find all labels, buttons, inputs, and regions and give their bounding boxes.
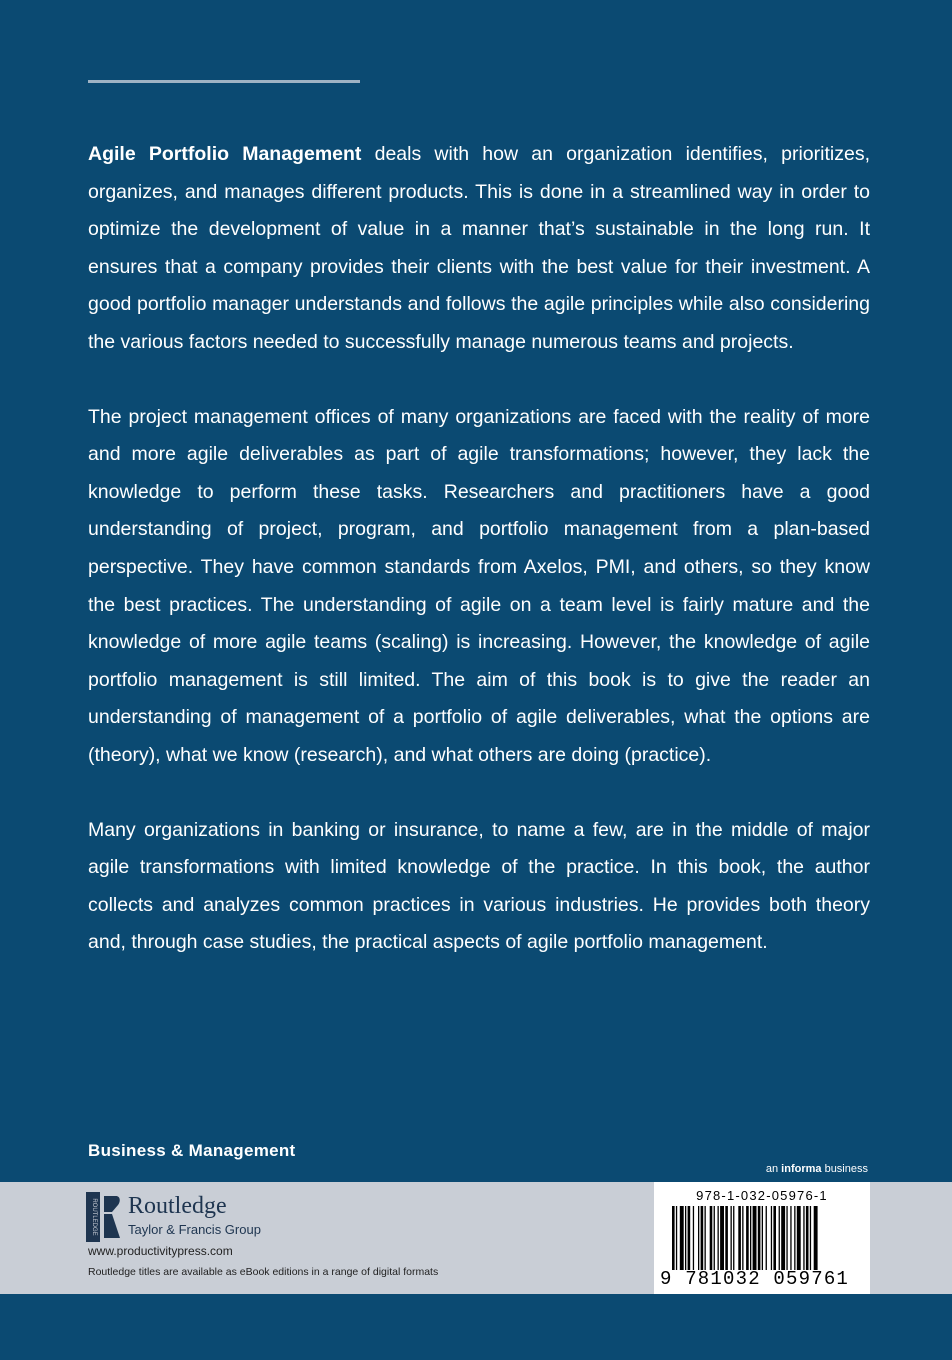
- barcode-bar: [742, 1206, 743, 1270]
- blurb-paragraph-1-text: deals with how an organization identifies, prioritizes, organizes, and manages different products. This is done in a streamlined way in order to optimize the development of value in a manner that’s sustainable in the long run. It ensures that a company provides their clients with the best value for their investment. A good portfolio manager understands and follows the agile principles while also considering the various factors needed to successfully manage numerous teams and projects.: [88, 143, 870, 353]
- barcode-bar: [794, 1206, 795, 1270]
- barcode-bar: [806, 1206, 809, 1270]
- barcode-bar: [710, 1206, 713, 1270]
- routledge-logo-icon: [86, 1192, 122, 1242]
- barcode-bar: [771, 1206, 772, 1270]
- barcode-bar: [797, 1206, 801, 1270]
- blurb-title: Agile Portfolio Management: [88, 143, 362, 165]
- barcode-bar: [688, 1206, 691, 1270]
- barcode-bar: [698, 1206, 699, 1270]
- barcode-bar: [725, 1206, 728, 1270]
- barcode-bar: [731, 1206, 732, 1270]
- barcode-bar: [753, 1206, 757, 1270]
- barcode-bar: [680, 1206, 684, 1270]
- barcode-icon: [672, 1206, 854, 1270]
- barcode-bar: [803, 1206, 804, 1270]
- blurb-paragraph-1: [88, 136, 870, 362]
- subject-category: Business & Management: [88, 1141, 296, 1160]
- back-cover-blurb: [88, 136, 870, 999]
- barcode-bar: [733, 1206, 734, 1270]
- barcode-bar: [779, 1206, 780, 1270]
- barcode-bar: [766, 1206, 767, 1270]
- barcode-bar: [718, 1206, 719, 1270]
- barcode-bar: [790, 1206, 791, 1270]
- routledge-logo-text: ROUTLEDGE: [91, 1198, 97, 1236]
- publisher-url[interactable]: www.productivitypress.com: [88, 1244, 233, 1258]
- isbn-bottom-label: 9 781032 059761: [660, 1268, 850, 1290]
- informa-tagline: an informa business: [765, 1163, 868, 1175]
- barcode-bar: [714, 1206, 715, 1270]
- publisher-group: Taylor & Francis Group: [128, 1222, 261, 1237]
- barcode-bar: [814, 1206, 818, 1270]
- barcode-bar: [786, 1206, 787, 1270]
- isbn-barcode: [654, 1182, 870, 1294]
- barcode-bar: [773, 1206, 776, 1270]
- barcode-bar: [746, 1206, 749, 1270]
- barcode-bar: [701, 1206, 704, 1270]
- barcode-bar: [758, 1206, 761, 1270]
- blurb-paragraph-3: Many organizations in banking or insurance, to name a few, are in the middle of major agile transformations with limited knowledge of the practice. In this book, the author collects and analyzes common practices in various industries. He provides both theory and, through case studies, the practical aspects of agile portfolio management.: [88, 818, 870, 954]
- blurb-paragraph-2: The project management offices of many organizations are faced with the reality of more and more agile deliverables as part of agile transformations; however, they lack the knowledge to perform these tasks. Researchers and practitioners have a good understanding of project, program, and portfolio management from a plan-based perspective. They have common standards from Axelos, PMI, and others, so they know the best practices. The understanding of agile on a team level is fairly mature and the knowledge of more agile teams (scaling) is increasing. However, the knowledge of agile portfolio management is still limited. The aim of this book is to give the reader an understanding of management of a portfolio of agile deliverables, what the options are (theory), what we know (research), and what others are doing (practice).: [88, 405, 870, 766]
- ebook-note: Routledge titles are available as eBook editions in a range of digital formats: [88, 1266, 439, 1278]
- barcode-bar: [738, 1206, 741, 1270]
- barcode-bar: [672, 1206, 675, 1270]
- publisher-name: Routledge: [128, 1193, 227, 1219]
- barcode-bar: [705, 1206, 706, 1270]
- barcode-bar: [693, 1206, 694, 1270]
- barcode-bar: [781, 1206, 785, 1270]
- barcode-bar: [810, 1206, 811, 1270]
- barcode-bar: [676, 1206, 677, 1270]
- isbn-top-label: 978-1-032-05976-1: [696, 1188, 828, 1203]
- barcode-bar: [762, 1206, 763, 1270]
- barcode-bar: [720, 1206, 724, 1270]
- top-rule: [88, 80, 360, 83]
- barcode-bar: [750, 1206, 751, 1270]
- barcode-bar: [685, 1206, 686, 1270]
